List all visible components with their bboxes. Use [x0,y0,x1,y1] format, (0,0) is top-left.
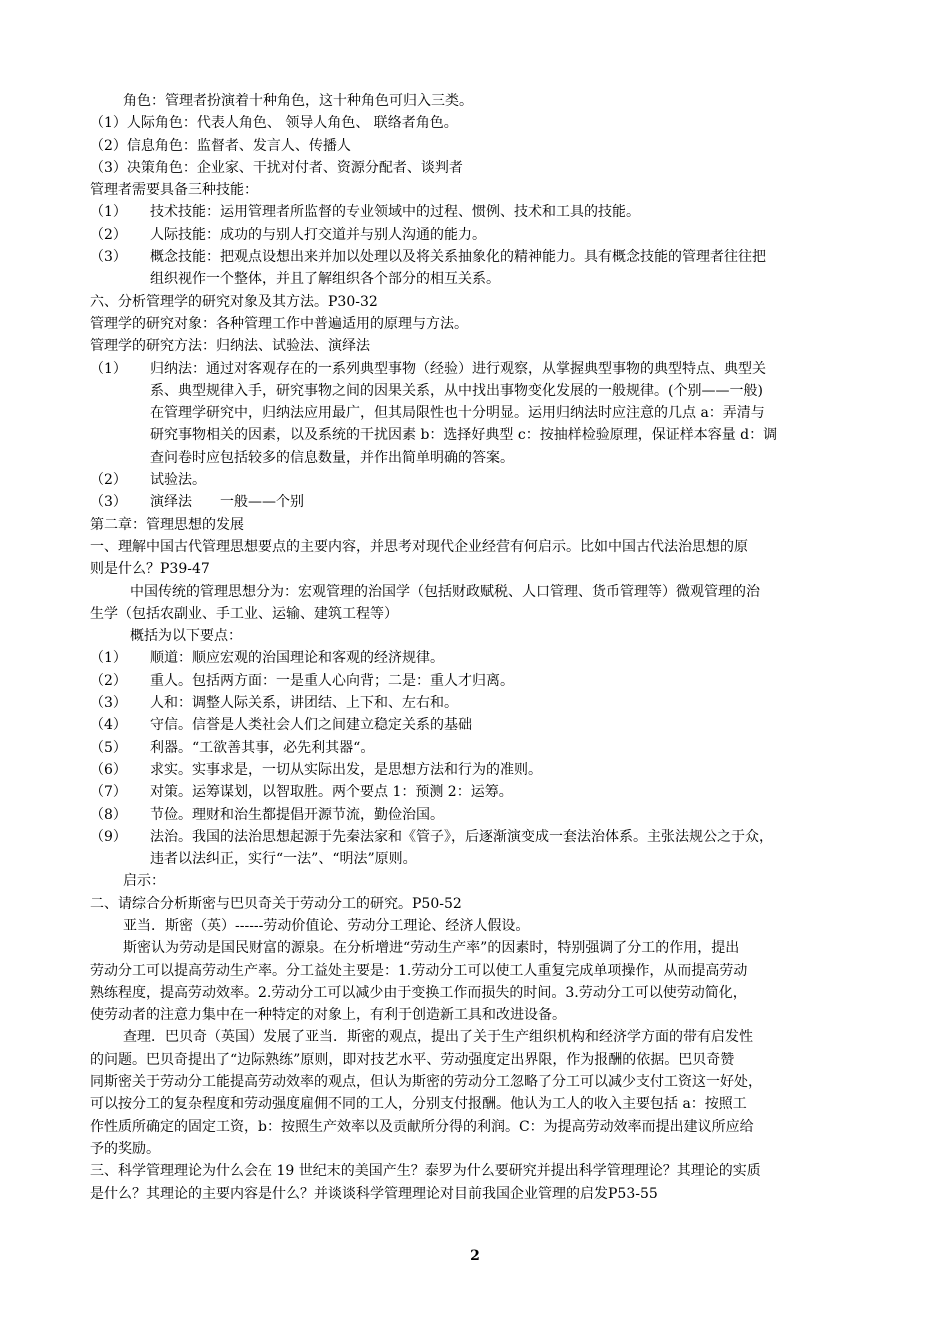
item-text: 试验法。 [150,472,206,489]
paragraph-text: 予的奖励。 [90,1140,160,1157]
section-heading: 二、请综合分析斯密与巴贝奇关于劳动分工的研究。P50-52 [90,895,462,912]
page-number: 2 [470,1248,480,1264]
point-item [90,826,890,871]
item-number: （3） [90,494,127,511]
paragraph-text: 使劳动者的注意力集中在一种特定的对象上，有利于创造新工具和改进设备。 [90,1007,566,1024]
paragraph-text: 中国传统的管理思想分为：宏观管理的治国学（包括财政赋税、人口管理、货币管理等）微观管理的治 [130,583,760,600]
paragraph-text: 的问题。巴贝奇提出了“边际熟练”原则，即对技艺水平、劳动强度定出界限，作为报酬的依据。巴贝奇赞 [90,1051,735,1068]
paragraph-text: 熟练程度，提高劳动效率。2.劳动分工可以减少由于变换工作而损失的时间。3.劳动分工可以使劳动简化， [90,984,747,1001]
skill-item [90,224,890,246]
item-text: 法治。我国的法治思想起源于先秦法家和《管子》，后逐渐演变成一套法治体系。主张法规公之于众， [150,828,773,845]
item-number: （4） [90,717,127,734]
question-text: 三、科学管理理论为什么会在 19 世纪末的美国产生？泰罗为什么要研究并提出科学管理理论？其理论的实质 [90,1163,761,1180]
question-text: 一、理解中国古代管理思想要点的主要内容，并思考对现代企业经营有何启示。比如中国古代法治思想的原 [90,538,748,555]
document-page [90,90,890,1205]
section-heading: 六、分析管理学的研究对象及其方法。P30-32 [90,293,378,310]
item-text: 利器。“工欲善其事，必先利其器“。 [150,739,375,756]
item-number: （5） [90,739,127,756]
point-item [90,692,890,714]
item-number: （1） [90,204,127,221]
item-number: （1） [90,650,127,667]
question-3 [90,1160,890,1205]
item-text: 系、典型规律入手，研究事物之间的因果关系，从中找出事物变化发展的一般规律。(个别——一般) [150,382,763,399]
paragraph-text: 作性质所确定的固定工资，b：按照生产效率以及贡献所分得的利润。C：为提高劳动效率而提出建议所应给 [90,1118,754,1135]
item-text: 求实。实事求是，一切从实际出发，是思想方法和行为的准则。 [150,761,542,778]
item-number: （3） [90,695,127,712]
role-informational: （2）信息角色：监督者、发言人、传播人 [90,137,351,154]
item-text: 组织视作一个整体，并且了解组织各个部分的相互关系。 [150,271,500,288]
item-text: 演绎法 一般——个别 [150,494,304,511]
skill-item [90,201,890,223]
question-1 [90,536,890,581]
paragraph-text: 生学（包括农副业、手工业、运输、建筑工程等） [90,605,398,622]
item-number: （2） [90,472,127,489]
item-text: 对策。运筹谋划，以智取胜。两个要点 1：预测 2：运筹。 [150,784,513,801]
item-text: 人和：调整人际关系，讲团结、上下和、左右和。 [150,695,458,712]
method-item [90,469,890,491]
paragraph-text: 劳动分工可以提高劳动生产率。分工益处主要是：1.劳动分工可以使工人重复完成单项操作，从而提高劳动 [90,962,748,979]
point-item [90,804,890,826]
babbage-paragraph [90,1026,890,1160]
item-number: （9） [90,828,127,845]
item-number: （2） [90,226,127,243]
item-number: （8） [90,806,127,823]
inspiration-label: 启示： [123,873,165,890]
research-object: 管理学的研究对象：各种管理工作中普遍适用的原理与方法。 [90,315,468,332]
paragraph [90,581,890,626]
skills-intro: 管理者需要具备三种技能： [90,182,258,199]
item-text: 守信。信誉是人类社会人们之间建立稳定关系的基础 [150,717,472,734]
research-methods: 管理学的研究方法：归纳法、试验法、演绎法 [90,338,370,355]
item-text: 人际技能：成功的与别人打交道并与别人沟通的能力。 [150,226,486,243]
item-text: 归纳法：通过对客观存在的一系列典型事物（经验）进行观察，从掌握典型事物的典型特点、典型关 [150,360,766,377]
item-text: 技术技能：运用管理者所监督的专业领域中的过程、惯例、技术和工具的技能。 [150,204,640,221]
item-number: （3） [90,249,127,266]
method-item [90,358,890,469]
smith-summary: 亚当．斯密（英）------劳动价值论、劳动分工理论、经济人假设。 [123,917,530,934]
item-text: 违者以法纠正，实行“一法”、“明法”原则。 [150,851,417,868]
role-decisional: （3）决策角色：企业家、干扰对付者、资源分配者、谈判者 [90,159,463,176]
method-item [90,491,890,513]
item-text: 顺道：顺应宏观的治国理论和客观的经济规律。 [150,650,444,667]
item-number: （2） [90,672,127,689]
paragraph-text: 斯密认为劳动是国民财富的源泉。在分析增进“劳动生产率”的因素时，特别强调了分工的作用，提出 [123,940,740,957]
points-intro: 概括为以下要点： [130,628,242,645]
paragraph-text: 同斯密关于劳动分工能提高劳动效率的观点，但认为斯密的劳动分工忽略了分工可以减少支付工资这一好处， [90,1074,762,1091]
item-number: （1） [90,360,127,377]
chapter-heading: 第二章：管理思想的发展 [90,516,244,533]
point-item [90,670,890,692]
roles-intro: 角色：管理者扮演着十种角色，这十种角色可归入三类。 [123,93,473,109]
paragraph-text: 可以按分工的复杂程度和劳动强度雇佣不同的工人，分别支付报酬。他认为工人的收入主要包括 a：按照工 [90,1096,747,1113]
item-number: （6） [90,761,127,778]
item-text: 概念技能：把观点设想出来并加以处理以及将关系抽象化的精神能力。具有概念技能的管理者往往把 [150,249,766,266]
point-item [90,714,890,736]
point-item [90,737,890,759]
question-text: 则是什么？P39-47 [90,561,210,578]
item-text: 在管理学研究中，归纳法应用最广，但其局限性也十分明显。运用归纳法时应注意的几点 a：弄清与 [150,405,765,422]
point-item [90,647,890,669]
item-text: 节俭。理财和治生都提倡开源节流，勤俭治国。 [150,806,444,823]
point-item [90,781,890,803]
role-interpersonal: （1）人际角色：代表人角色、 领导人角色、 联络者角色。 [90,115,458,132]
item-text: 研究事物相关的因素，以及系统的干扰因素 b：选择好典型 c：按抽样检验原理，保证样本容量 d：调 [150,427,778,444]
item-text: 重人。包括两方面：一是重人心向背；二是：重人才归离。 [150,672,514,689]
smith-paragraph [90,937,890,1026]
item-text: 查问卷时应包括较多的信息数量，并作出简单明确的答案。 [150,449,514,466]
skill-item [90,246,890,291]
paragraph-text: 查理．巴贝奇（英国）发展了亚当．斯密的观点，提出了关于生产组织机构和经济学方面的带有启发性 [123,1029,753,1046]
point-item [90,759,890,781]
question-text: 是什么？其理论的主要内容是什么？并谈谈科学管理理论对目前我国企业管理的启发P53-55 [90,1185,658,1202]
item-number: （7） [90,784,127,801]
